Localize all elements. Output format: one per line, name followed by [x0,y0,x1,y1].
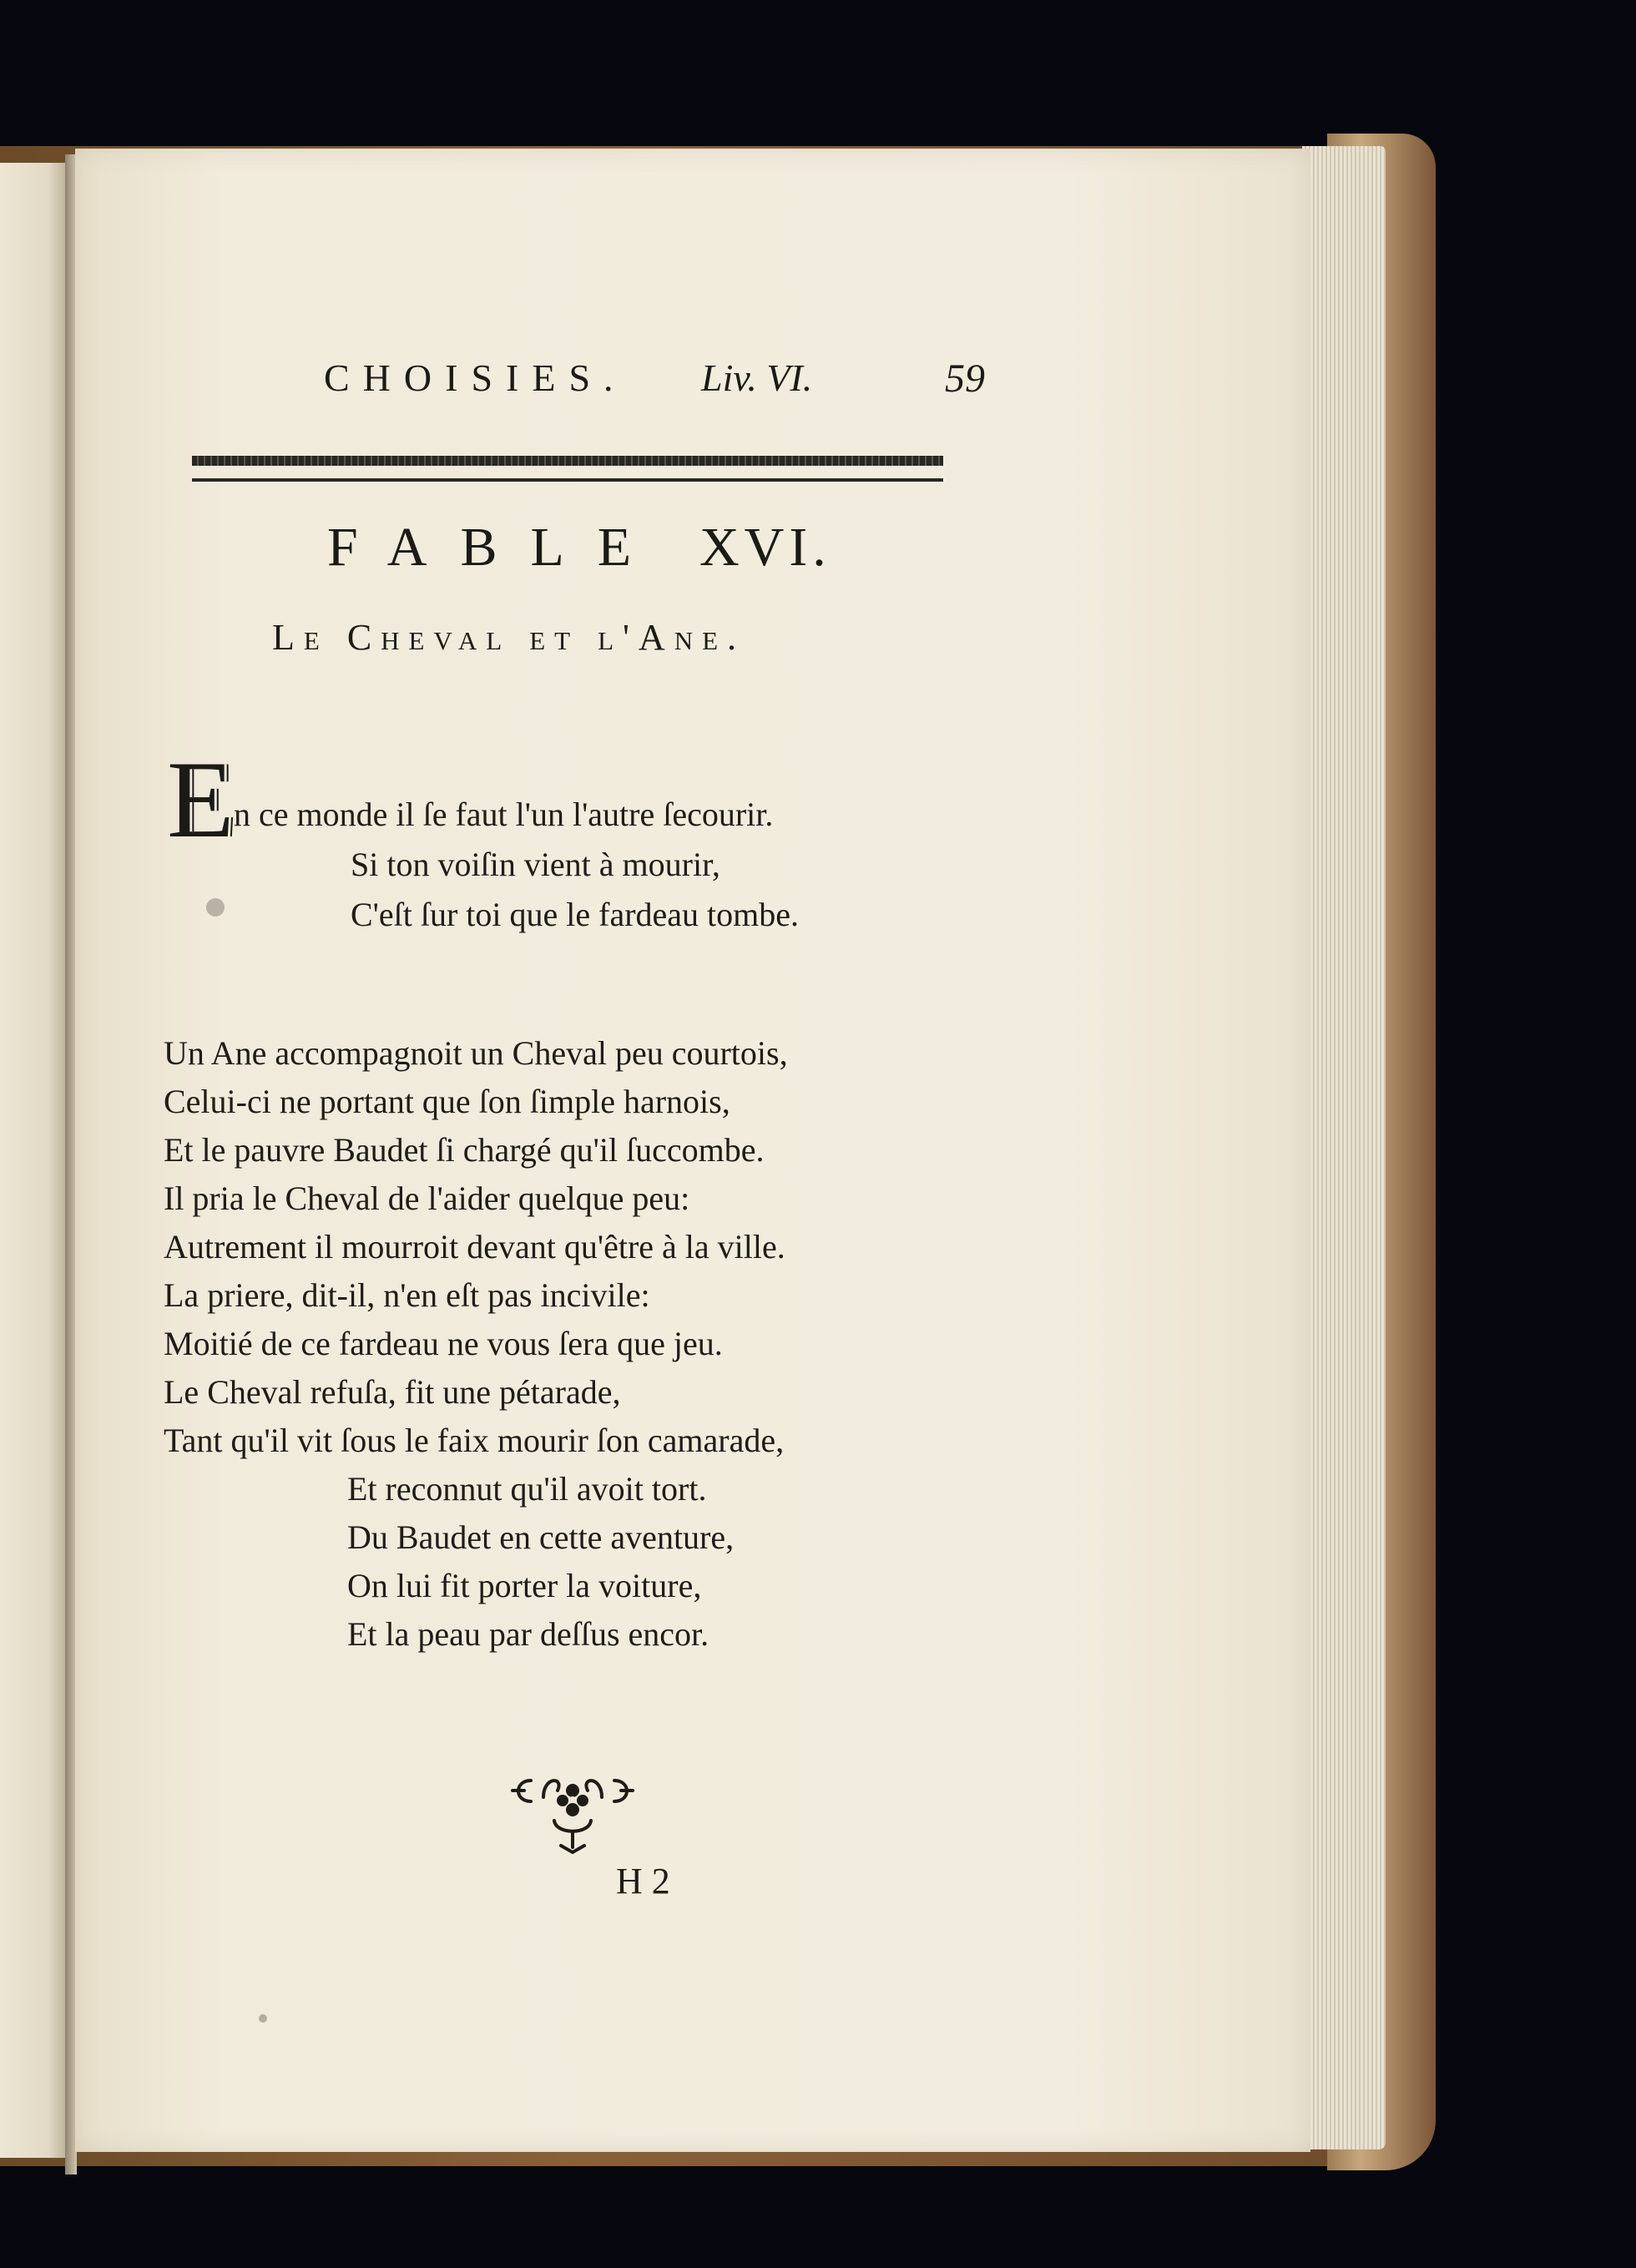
verse-line: Moitié de ce fardeau ne vous ſera que jeu. [164,1325,723,1362]
verse-line: C'eſt ſur toi que le fardeau tombe. [351,896,800,933]
verse-line: Celui-ci ne portant que ſon ſimple harnois, [164,1083,730,1120]
verse-line: On lui fit porter la voiture, [347,1567,702,1604]
fable-subtitle: Le Cheval et l'Ane. [272,617,746,658]
page-edges [1302,146,1386,2149]
verse-line: n ce monde il ſe faut l'un l'autre ſecourir. [234,796,774,833]
running-head-title: CHOISIES. [324,356,627,399]
verse-line: Du Baudet en cette aventure, [347,1518,735,1556]
verse-line: Autrement il mourroit devant qu'être à la ville. [164,1228,785,1265]
fable-number: XVI. [699,517,831,578]
paper-speck [259,2014,267,2023]
verse-line: Un Ane accompagnoit un Cheval peu courtois, [164,1034,788,1072]
verse-line: Si ton voiſin vient à mourir, [351,846,720,883]
running-head [75,356,1310,422]
fleuron-ornament-icon [506,1772,639,1864]
verse-line: Et la peau par deſſus encor. [347,1615,709,1653]
ornamental-rule [192,456,943,466]
book-page [75,149,1310,2152]
thin-rule [192,478,943,482]
fable-heading: FABLE [327,517,665,578]
paper-speck [206,898,225,917]
fable-title [75,516,1310,591]
page-content [75,149,1310,2152]
page-number: 59 [945,356,985,401]
verse-line: Et le pauvre Baudet ſi chargé qu'il ſuccombe. [164,1131,765,1169]
verse-line: Le Cheval refuſa, fit une pétarade, [164,1373,621,1411]
left-page-edge [0,163,68,2158]
signature-mark: H 2 [616,1861,670,1902]
verse-line: Tant qu'il vit ſous le faix mourir ſon camarade, [164,1422,785,1459]
verse-line: La priere, dit-il, n'en eſt pas incivile: [164,1276,650,1314]
verse-line: Et reconnut qu'il avoit tort. [347,1470,707,1508]
running-head-book: Liv. VI. [701,356,813,399]
verse-line: Il pria le Cheval de l'aider quelque peu: [164,1179,690,1217]
drop-cap-initial: E [167,738,235,861]
